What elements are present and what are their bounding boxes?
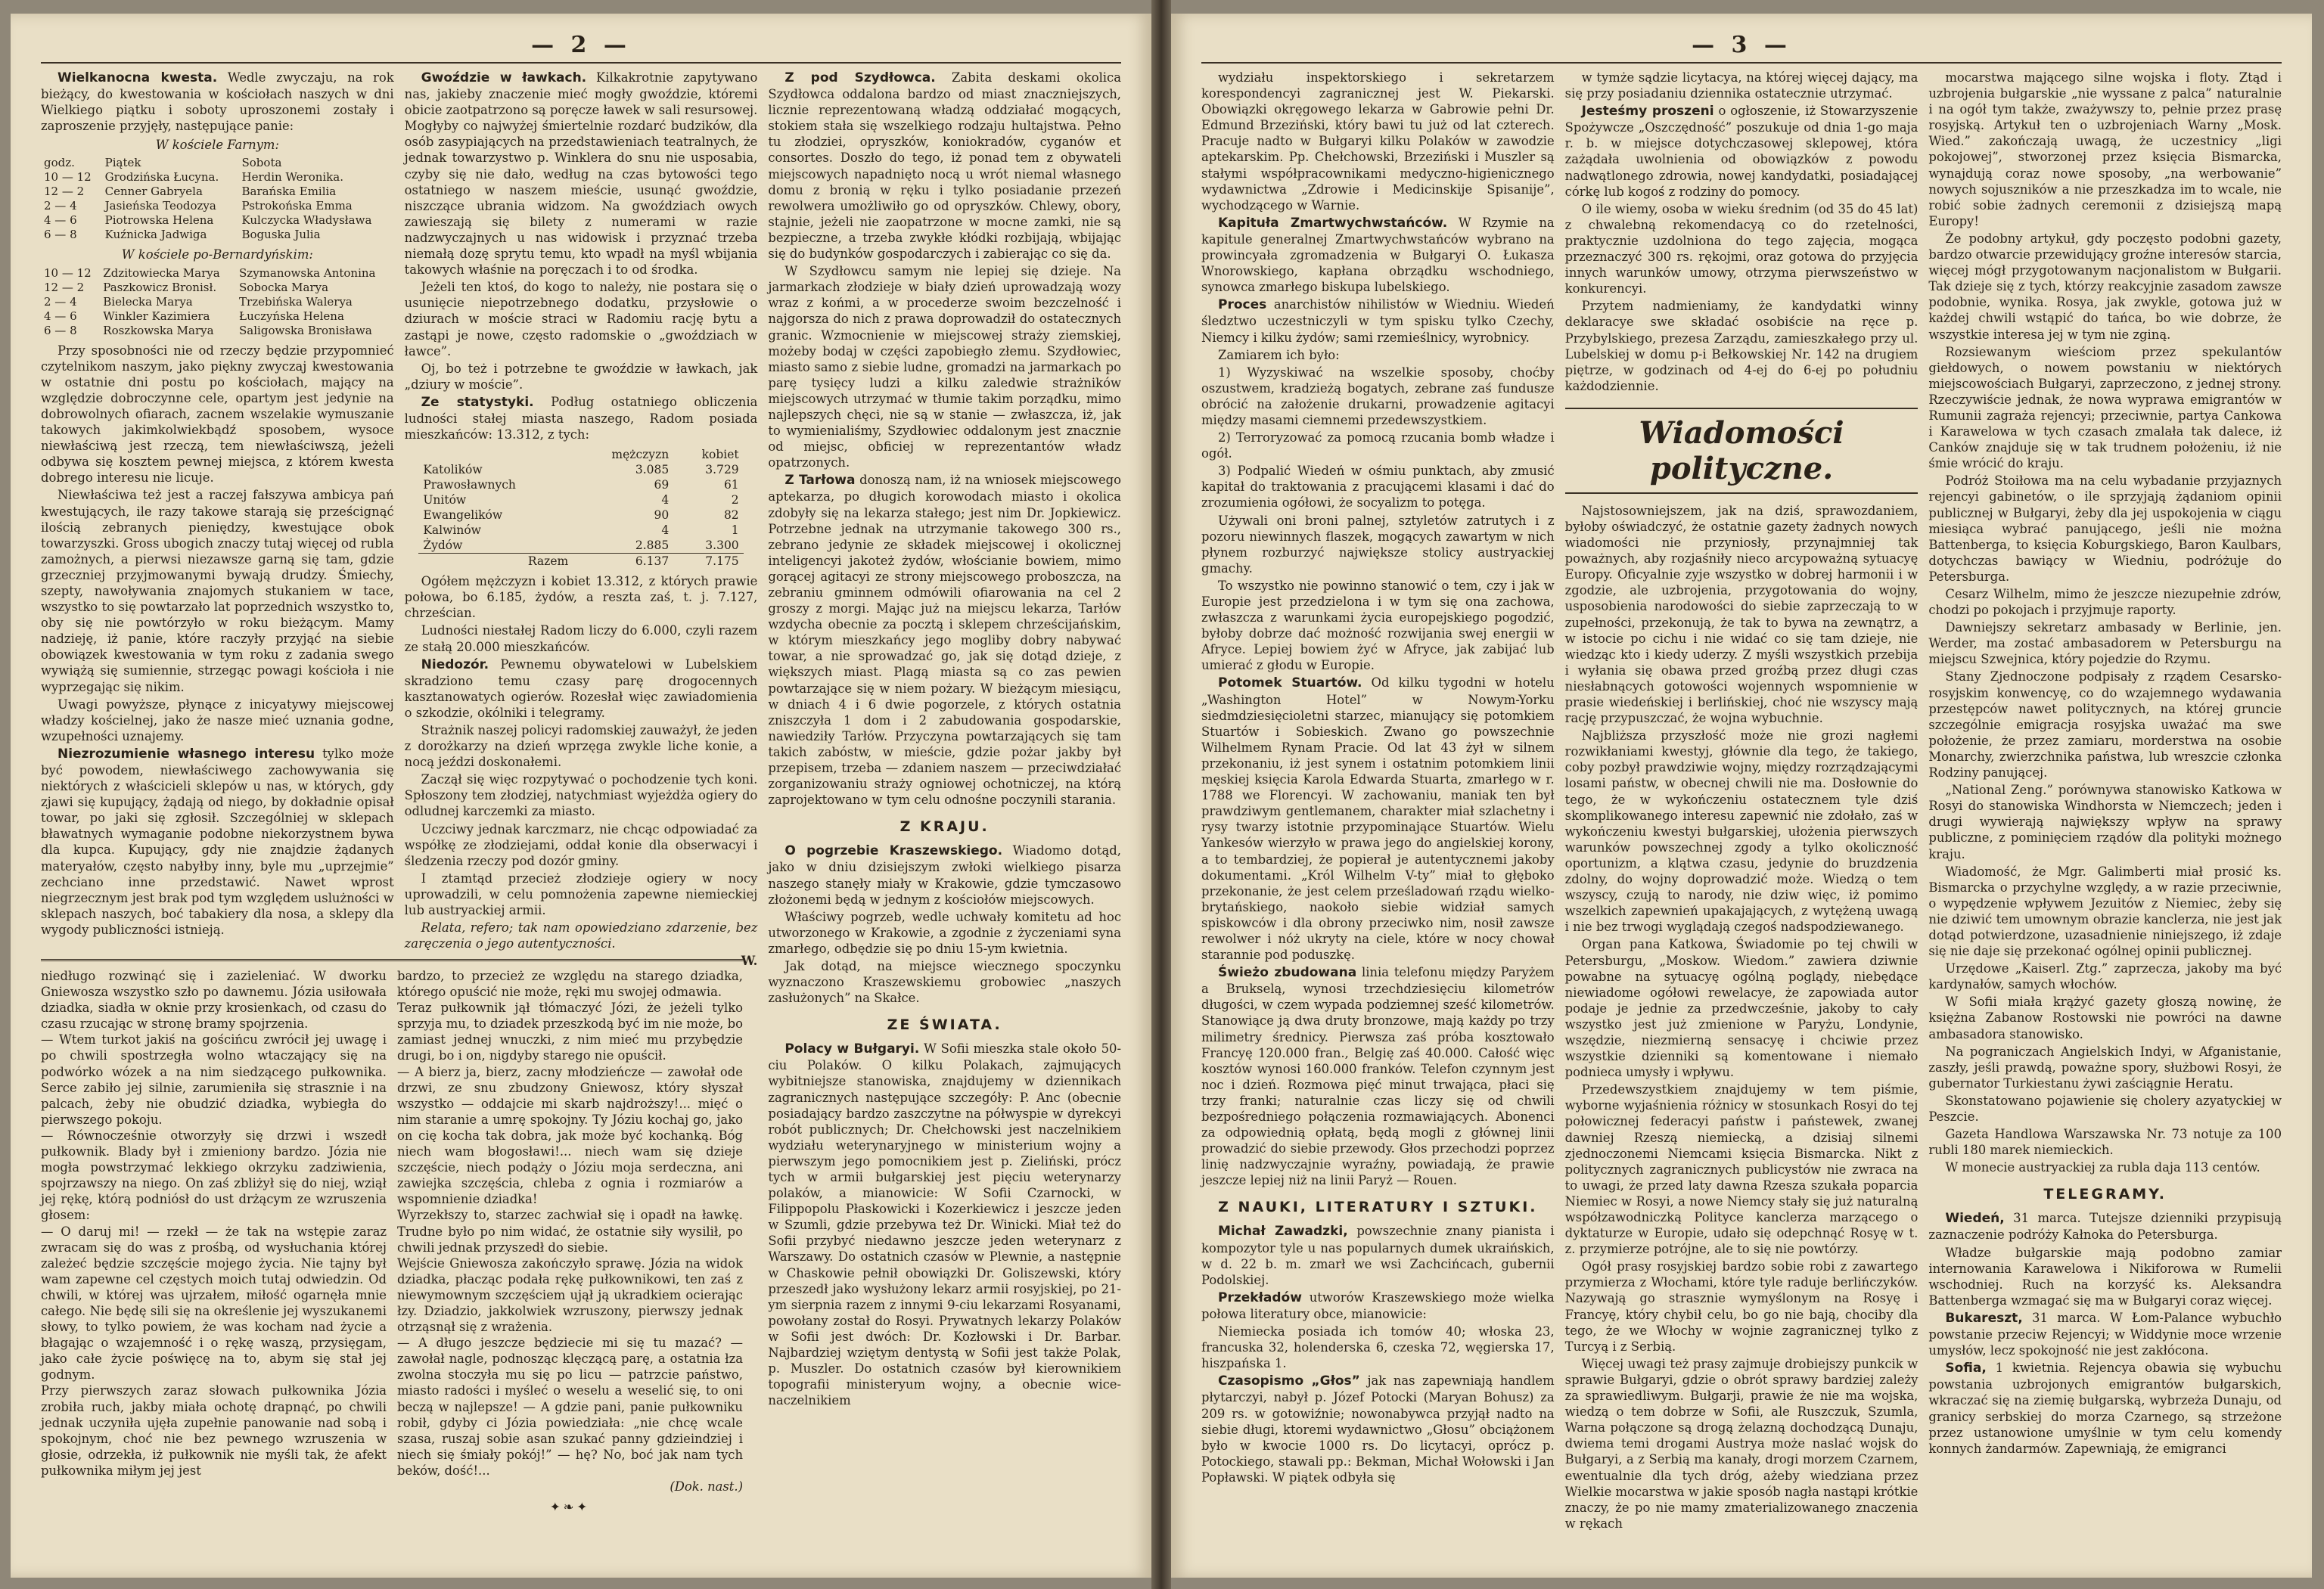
column-3 bbox=[1928, 70, 2282, 1567]
article-headline: Niezrozumienie własnego interesu bbox=[57, 746, 315, 762]
article-text: linia telefonu między Paryżem a Brukselą, wynosi trzechdziesięciu kilometrów długości, w czem wypada podziemnej sześć kilometrów. Stanowiące ją dwa druty bronzowe, mają każdy po trzy milimetry średnicy. Pierwsza zaś próba kosztowało Francyę 120.000 fran., Belgię zaś 40.000. Całość więc kosztów wynosi 160.000 franków. Telefon czynnym jest noc i dzień. Rozmowa pięć minut trwająca, płaci się trzy franki; naturalnie czas liczy się od chwili bezpośredniego połączenia rozmawiających. Abonenci za odpowiednią opłatą, będą mogli z głównej linii prowadzić do siebie przewody. Głos przechodzi poprzez linię nadzwyczajnie wyraźny, powiadają, że prawie jeszcze lepiej niż na linii Paryż — Rouen. bbox=[1201, 965, 1555, 1188]
article-text: Kilkakrotnie zapytywano nas, jakieby znaczenie mieć mogły gwoździe, któremi obicie zaotpatrzono są poręcze ławek w sali resursowej. Mogłyby co najwyżej śmiertelnie rozdarć budzików, dla osób zasypiających na przedstawieniach teatralnych, że jednak towarzystwo p. Winklera do snu nie usposabia, czyby się nie dało, według na czas bytowości tego ostatniego w naszem mieście, usunąć gwoździe, niszczące ubrania widzom. Na gwoździach owych zawieszają się bilety z numerami w razie nadzwyczajnych u nas widowisk i przyznać trzeba niemałą dozę sprytu temu, kto wpadł na myśl wbijania takowych właśnie na poręczach i to od środka. bbox=[404, 70, 758, 278]
table-row: 2 — 4 Jasieńska Teodozya Pstrokońska Emma bbox=[44, 199, 353, 213]
article-headline: Z Tarłowa bbox=[785, 473, 856, 489]
article bbox=[768, 472, 1121, 808]
column-1 bbox=[1201, 70, 1555, 1567]
article-headline: Świeżo zbudowana bbox=[1218, 965, 1357, 981]
columns bbox=[1201, 70, 2282, 1567]
table-row: 10 — 12 Zdzitowiecka Marya Szymanowska Antonina bbox=[44, 265, 376, 280]
article-headline: Wiedeń, bbox=[1945, 1211, 2005, 1227]
article-text: Przytem nadmieniamy, że kandydatki winny deklaracye swe składać osobiście na ręce p. Przybylskiego, prezesa Zarządu, zamieszkałego przy ul. Lubelskiej w domu p-i Bełkowskiej Nr. 142 na drugiem piętrze, w godzinach od 4-ej do 6-ej po południu każdodziennie. bbox=[1564, 299, 1919, 393]
article-text: Rozsiewanym wieściom przez spekulantów giełdowych, o nowem powstaniu w niektórych miejscowościach Bułgaryi, zaprzeczono, z jednej strony. Rzeczywiście jednak, że nowa wyprawa emigrantów w Rumunii zagraża rejencyi; przeciwnie, partya Cankowa i Karawelowa w tych czasach zmalała tak dalece, iż Canków znajduje się w tak trudnem położeniu, iż nie śmie wrócić do kraju. bbox=[1928, 344, 2282, 471]
statistics-table bbox=[418, 447, 743, 569]
article-headline: Kapituła Zmartwychwstańców. bbox=[1218, 215, 1448, 231]
article-text: Oj, bo też i potrzebne te gwoździe w ławkach, jak „dziury w moście”. bbox=[404, 361, 758, 392]
article-text: Ludności niestałej Radom liczy do 6.000, czyli razem ze stałą 20.000 mieszkańców. bbox=[404, 623, 758, 654]
page-number: — 3 — bbox=[1692, 32, 1791, 58]
article-text: Podróż Stoiłowa ma na celu wybadanie przyjaznych rejencyi gabinetów, o ile sprzyjają żądaniom opinii publicznej w Bułgaryi, żeby dla jej uspokojenia w ciągu miesiąca wybrać panującego, jeśli nie można Battenberga, to księcia Koburgskiego, Baron Kaulbars, dotychczas bawiący w Wiedniu, podróżuje do Petersburga. bbox=[1928, 473, 2282, 584]
article-text: Od kilku tygodni w hotelu „Washington Hotel” w Nowym-Yorku siedmdziesięcioletni starzec, mianujący się potomkiem Stuartów i Sobieskich. Zwano go powszechnie Wilhelmem Rynam Pracie. Od lat 43 żył w silnem przekonaniu, iż jest synem i ostatnim potomkiem linii męskiej księcia Karola Edwarda Stuarta, zmarłego w r. 1788 we Florencyi. W zachowaniu, maniak ten był prawdziwym gentlemanem, charakter miał szlachetny i rysy twarzy istotnie przypominające Stuartów. Wielu Yankesów wierzyło w prawa jego do angielskiej korony, a to tembardziej, że popierał je autentycznemi jakoby dokumentami. „Król Wilhelm V-ty” miał to głęboko przekonanie, że jest celem prześladowań rządu wielko-brytańskiego, naokoło siebie widział samych spiskowców i dla obrony przeciwko nim, nosił zawsze rewolwer i nóż ukryty na ciele, które w nocy chował starannie pod poduszkę. bbox=[1201, 675, 1555, 963]
article-text: Pewnemu obywatelowi w Lubelskiem skradziono temu czasy parę drogocennych kasztanowatych ogierów. Rozesłał więc zawiadomienia o szkodzie, okólniki i telegramy. bbox=[404, 656, 758, 720]
article-text: Jeżeli ten ktoś, do kogo to należy, nie postara się o usunięcie niepotrzebnego dodatku, przysłowie o dziurach w moście straci w Radomiu rację bytu a zastąpi je nowe, często radomskie o „gwoździach w ławce”. bbox=[404, 280, 758, 358]
article bbox=[768, 70, 1121, 262]
article-text: o ogłoszenie, iż Stowarzyszenie Spożywcze „Oszczędność” poszukuje od dnia 1-go maja r. b. w miejsce dotychczasowej sklepowej, która zażądała uwolnienia od obowiązków z powodu nadwątlonego zdrowia, nowej kandydatki, posiadającej córkę lub kogoś z rodziny do pomocy. bbox=[1564, 104, 1919, 199]
article-text: Najbliższa przyszłość może nie grozi nagłemi rozwikłaniami kwestyj, głównie dla tego, że takiego, coby pozbył prawdziwie wojny, między rozrządzającymi losami państw, w obecnej chwili nie ma. Dosłownie do tego, że w wykończeniu ostatecznem tyle dziś skomplikowanego interesu zapewnić nie zdołało, zaś w wykończeniu kwestyi bułgarskiej, ułożenia pierwszych warunków powszechnej zgody a tylko okoliczność oportunizm, a klątwa czasu, jedynie do bruzdzenia zdolny, do wojny doprowadzić może. Wiedzą o tem wszyscy, czują to narody, nie dziw więc, iż pomimo wszelkich zapewnień upakajających, z wytężeną uwagą i nie bez trwogi wyglądają czegoś nadspodziewanego. bbox=[1564, 728, 1919, 935]
article-text: Dawniejszy sekretarz ambasady w Berlinie, jen. Werder, ma zostać ambasadorem w Petersburgu na miejscu Szwejnica, który pojedzie do Rzymu. bbox=[1928, 620, 2282, 667]
article-text: powszechnie znany pianista i kompozytor tyle u nas popularnych dumek ukraińskich, w d. 22 b. m. zmarł we wsi Zachcińcach, gubernii Podolskiej. bbox=[1201, 1224, 1555, 1287]
article-text: mocarstwa mającego silne wojska i floty. Ztąd i uzbrojenia bułgarskie „nie wyssane z palca” naturalnie i na ogół tym także, zważywszy to, pełnie przez prasę rosyjską. Artykuł ten o uzbrojeniach Warny „Mosk. Wied.” zakończają uwagą, że uczestnicy „ligi pokojowej”, stworzonej przez księcia Bismarcka, wynajdują coraz nowe sposoby, „na werbowanie” nowych sojuszników a nie przeszkadza im to wcale, nie robić sobie żadnych ceremonii z dzisiejszą mapą Europy! bbox=[1928, 70, 2282, 228]
article-text: Władze bułgarskie mają podobno zamiar internowania Karawelowa i Nikiforowa w Rumelii wschodniej. Ruch na korzyść ks. Aleksandra Battenberga wzmagać się ma w Bułgaryi coraz więcej. bbox=[1928, 1245, 2282, 1308]
article-text: utworów Kraszewskiego może wielka połowa literatury obce, mianowicie: bbox=[1201, 1290, 1555, 1321]
article-text: Zaczął się więc rozpytywać o pochodzenie tych koni. Spłoszony tem złodziej, natychmiast wyjeżdża ogiery do odludnej karczemki za miasto. bbox=[404, 772, 758, 819]
feuilleton-column-2 bbox=[397, 968, 743, 1558]
article-text: To wszystko nie powinno stanowić o tem, czy i jak w Europie jest przedzielona i w tym się ona zachowa, zwłaszcza z warunkami życia europejskiego pogodzić, byłoby dobrze dać możność rozwijania swej energii w Afryce. Lepiej bowiem żyć w Afryce, jak zabijać lub umierać z głodu w Europie. bbox=[1201, 578, 1555, 673]
header-rule bbox=[1201, 62, 2282, 64]
article-text: anarchistów nihilistów w Wiedniu. Wiedeń śledztwo uczestniczyli w tym spisku tylko Czechy, Niemcy i kilku żydów; sami rzemieślnicy, wyrobnicy. bbox=[1201, 297, 1555, 345]
article-text: Strażnik naszej policyi radomskiej zauważył, że jeden z dorożkarzy na dzień wprzęga zwykle liche konie, a nocą jeździ doskonałemi. bbox=[404, 723, 758, 770]
table-row: 6 — 8 Kuźnicka Jadwiga Boguska Julia bbox=[44, 228, 321, 242]
article bbox=[1201, 964, 1555, 1188]
article-text: W Szydłowcu samym nie lepiej się dzieje. Na jarmarkach złodzieje w biały dzień uprowadzają wozy wraz z końmi, a w procederze swoim bezczelność i najgorsza do nich z prawa doprowadził do ostatecznych granic. Wzmocnienie w miejscowej straży ziemskiej, możeby bodaj w części zapobiegło złemu. Szydłowiec, miasto samo z siebie ludne, gromadzi na jarmarkach po parę tysięcy ludzi a kilku zaledwie strażników miejscowych utrzymać w tłumie takim porządku, mimo najlepszych chęci, nie są w stanie — zwłaszcza, iż, jak to wymienialiśmy, Szydłowiec oddalonym jest znacznie od miejsc, obficiej w reprezentantów władz opatrzonych. bbox=[768, 264, 1122, 470]
section-heading: Z KRAJU. bbox=[899, 818, 990, 836]
article-text: Niemiecka posiada ich tomów 40; włoska 23, francuska 32, holenderska 6, czeska 72, węgierska 17, hiszpańska 1. bbox=[1201, 1324, 1555, 1371]
section-heading: TELEGRAMY. bbox=[2043, 1186, 2167, 1203]
ornament-icon: ✦❧✦ bbox=[549, 1500, 591, 1515]
article-text: W monecie austryackiej za rubla daja 113 centów. bbox=[1945, 1160, 2260, 1175]
article-text: Gazeta Handlowa Warszawska Nr. 73 notuje za 100 rubli 180 marek niemieckich. bbox=[1928, 1127, 2282, 1158]
article-headline: Potomek Stuartów. bbox=[1218, 675, 1362, 691]
article-text: Relata, refero; tak nam opowiedziano zdarzenie, bez zaręczenia o jego autentyczności. bbox=[404, 920, 758, 951]
article-text: Uczciwy jednak karczmarz, nie chcąc odpowiadać za współkę ze złodziejami, oddał konie dla obserwacyi i śledzenia rzeczy pod dozór gminy. bbox=[404, 821, 758, 868]
article-text: tylko może być powodem, niewłaściwego zachowywania się niektórych z właścicieli sklepów u nas, w których, gdy zjawi się kupujący, żądają od niego, by dokładnie opisał towar, po jaki się zgłosił. Szczególniej w sklepach bławatnych wymaganie podobne niekorzystnem bywa dla kupca. Kupujący, gdy nie znajdzie żądanych materyałów, często nabyłby inny, byle mu „uprzejmie” zechciano inne przedstawić. Nawet wprost niegrzecznym jest brak pod tym względem uslużności w sklepach naszych, boć tabakiery dla nosa, a sklepy dla wygody publiczności istnieją. bbox=[41, 746, 394, 937]
article-headline: Bukareszt, bbox=[1945, 1310, 2023, 1326]
section-title: Wiadomości polityczne. bbox=[1565, 408, 1919, 494]
page-number: — 2 — bbox=[531, 32, 631, 58]
table-row: Żydów 2.885 3.300 bbox=[423, 538, 739, 553]
article-text: Skonstatowano pojawienie się cholery azyatyckiej w Peszcie. bbox=[1928, 1093, 2282, 1124]
column-3 bbox=[768, 70, 1122, 1408]
feuilleton bbox=[41, 968, 743, 1558]
article-text: 31 marca. Tutejsze dzienniki przypisują zaznaczenie podróży Kałnoka do Petersburga. bbox=[1928, 1211, 2282, 1243]
article-headline: Sofia, bbox=[1945, 1361, 1987, 1376]
feuilleton-text: bardzo, to przecież ze względu na starego dziadka, którego opuścić nie może, ręki mu swojej odmawia. Teraz pułkownik jął tłómaczyć Józi, że jeżeli tylko sprzyja mu, to dziadek przeszkodą być im nie może, bo zamiast jednej wnuczki, z nim mieć mu przybędzie drugi, bo i on, nigdyby starego nie opuścił. — A bierz ja, bierz, zacny młodzieńcze — zawołał ode drzwi, ze snu zbudzony Gniewosz, który słyszał wszystko — oddajcie mi skarb najdroższy!... mięć o nim staranie a umrę spokojny. Ty Józiu kochaj go, jako on cię kocha tak dobra, jak może być kochanką. Bóg niech wam błogosławi!... niech wam się dzieje szczęście, niech podąży o Józiu moja serdeczna, ani zawiejka szczęścia, chleba z ognia i rozmiarów a wspomnienie dziadka! Wyrzekłszy to, starzec zachwiał się i opadł na ławkę. Trudne było po nim widać, że ostatnie siły wysilił, po chwili jednak przyszedł do siebie. Wejście Gniewosza zakończyło sprawę. Józia na widok dziadka, płacząc podała rękę pułkownikowi, ten zaś z niewymownym szczęściem ujął ją ukradkiem ocierając łzy. Dziadzio, jakkolwiek wzruszony, pierwszy jednak otrząsnął się z wrażenia. — A długo jeszcze będziecie mi się tu mazać? — zawołał nagle, podnosząc klęczącą parę, a ostatnia łza zwolna stoczyła mu się po licu — patrzcie państwo, miasto radości i myśleć o weselu a weselić się, to oni beczą w najlepsze! — A gdzie pani, panie pułkowniku robił, gdyby ci Józia powiedziała: „nie chcę wcale szasa, ruszaj sobie asan szukać panny gdzieindziej i niech się śmiały pokój!” — hę? No, boć jak nam tych beków, dość!... bbox=[397, 969, 743, 1478]
page-left bbox=[11, 14, 1151, 1578]
article-headline: Proces bbox=[1218, 297, 1267, 313]
article-text: donoszą nam, iż na wniosek miejscowego aptekarza, po długich korowodach miasto i okolica zdobyły się na lekarza stałego; jest nim Dr. Jopkiewicz. Potrzebne jednak na utrzymanie takowego 300 rs., zebrano jedynie ze składek miejscowej i okolicznej inteligencyi jakoteż żydów, włościanie bowiem, mimo gorącej agitacyi ze strony miejscowego proboszcza, na zebraniu gminnem odmówili ofiarowania na cel 2 groszy z morgi. Mając już na miejscu lekarza, Tarłów wzdycha obecnie za pocztą i sklepem chrześcijańskim, w którym mieszkańcy jego mogliby dobry nabywać towar, a nie sprowadzać go, jak się dotąd dzieje, z większych miast. Plagą miasta są co zas pewien powtarzające się w niem pożary. W bieżącym miesiącu, w dniach 4 i 6 dwie pogorzele, z których ostatnia zniszczyła 1 dom i 2 zabudowania gospodarskie, nawiedziły Tarłów. Przyczyna powtarzających się tam takich zabóstw, w mieście, gdzie pożar jakby był przepisem, trzeba — zdaniem naszem — przeciwdziałać zorganizowaniu straży ogniowej ochotniczej, na którą zaprojektowano w tym celu odnośne poczynili starania. bbox=[768, 473, 1122, 808]
table-row: 4 — 6 Winkler Kazimiera Łuczyńska Helena bbox=[44, 309, 344, 323]
feuilleton-rule bbox=[41, 959, 743, 961]
page-right bbox=[1171, 14, 2312, 1578]
article-text: Zamiarem ich było: bbox=[1218, 347, 1340, 362]
article bbox=[405, 70, 758, 278]
table-header: mężczyzn kobiet bbox=[611, 448, 739, 462]
article-text: wydziału inspektorskiego i sekretarzem korespondencyi zagranicznej jest W. Piekarski. Obowiązki okręgowego lekarza w Gabrowie pełni Dr. Edmund Brzeziński, który bawi tu już od lat czterech. Pracuje nadto w Bułgaryi kilku Polaków w zawodzie aptekarskim. Pp. Chełchowski, Brzeziński i Muszler są stałymi współpracownikami medyczno-higienicznego wydawnictwa „Zdrowie i Medicinskije Spisanije”, wychodzącego w Warnie. bbox=[1201, 70, 1555, 213]
column-2 bbox=[1565, 70, 1919, 1567]
article bbox=[405, 656, 758, 721]
article-text: W Sofii miała krążyć gazety głoszą nowinę, że księżna Zabanow Rostowski nie powróci na dawne ambasadora stanowisko. bbox=[1928, 995, 2282, 1041]
section-heading: ZE ŚWIATA. bbox=[887, 1016, 1002, 1034]
article bbox=[768, 843, 1121, 907]
continuation-note: (Dok. nast.) bbox=[670, 1479, 743, 1494]
table-row: Ewangelików 90 82 bbox=[423, 508, 739, 523]
article-text: Ogół prasy rosyjskiej bardzo sobie robi z zawartego przymierza z Włochami, które tyle raduje berlińczyków. Nazywają go strasznie wymyślonym na Rosyę i Francyę, który chybił celu, bo go nie bają, chociby dla tego, że we Włochy w wojnie zagranicznej tylko z Turcyą i z Serbią. bbox=[1564, 1259, 1919, 1354]
article bbox=[1201, 215, 1555, 295]
column-2 bbox=[404, 70, 758, 969]
article-text: Na pograniczach Angielskich Indyi, w Afganistanie, zaszły, jeśli prawdą, poważne spory, służbowi Rosyi, że gubernator Turkiestanu żywi zaściągnie Heratu. bbox=[1928, 1044, 2282, 1091]
schedule-table bbox=[41, 156, 394, 242]
article-text: Ogółem mężczyzn i kobiet 13.312, z których prawie połowa, bo 6.185, żydów, a reszta zaś, t. j. 7.127, chrześcian. bbox=[404, 574, 758, 621]
article-headline: Przekładów bbox=[1218, 1290, 1302, 1305]
table-row: 2 — 4 Bielecka Marya Trzebińska Walerya bbox=[44, 294, 353, 309]
article-headline: Czasopismo „Głos” bbox=[1218, 1373, 1360, 1389]
article-text: Przedewszystkiem znajdujemy w tem piśmie, wyborne wyjaśnienia różnicy w stosunkach Rosyi do tej połowicznej federacyi państw i państewek, zwanej dawniej Rzeszą niemiecką, a dzisiaj silnemi zjednoczonemi Niemcami księcia Bismarcka. Nikt z politycznych zagranicznych publicystów nie zwraca na to uwagi, że przed laty dawna Rzesza szukała poparcia Niemiec w Rosyi, a nowe Niemcy stały się już naturalną współzawodniczką Polityce kanclerza marzącego o dyktaturze w Europie, udało się odepchnąć Rosyę w t. z. przymierze potrójne, ale to się nie powtórzy. bbox=[1564, 1082, 1919, 1257]
article-text: Stany Zjednoczone podpisały z rządem Cesarsko-rosyjskim konwencyę, co do wzajemnego wydawania przestępców nawet politycznych, na której gruncie szczególnie emigracja rosyjska uważać ma swe położenie, że przez zamiaru, morderstwa na osobie Monarchy, zwierzchnika państwa, lub wreszcie członka Rodziny panującej. bbox=[1928, 669, 2282, 781]
article-headline: O pogrzebie Kraszewskiego. bbox=[785, 843, 1003, 859]
article-text: w tymże sądzie licytacya, na której więcej dający, ma się przy posiadaniu dziennika ostatecznie utrzymać. bbox=[1564, 70, 1919, 101]
article-headline: Wielkanocna kwesta. bbox=[57, 70, 218, 85]
article-text: Urzędowe „Kaiserl. Ztg.” zaprzecza, jakoby ma być kardynałów, samych włochów. bbox=[1928, 961, 2282, 992]
article-text: I ztamtąd przecież złodzieje ogiery w nocy uprowadzili, w celu pomnożenia zapewne niemieckiej lub austryackiej armii. bbox=[404, 871, 758, 918]
article-text: Wiadomo dotąd, jako w dniu dzisiejszym zwłoki wielkiego pisarza naszego stanęły miały w Krakowie, gdzie tymczasowo złożonemi będą w jednym z kościołów miejscowych. bbox=[768, 843, 1122, 907]
article-text: Najstosowniejszem, jak na dziś, sprawozdaniem, byłoby oświadczyć, że ostatnie gazety żadnych nowych wiadomości nie przyniosły, przynajmniej tak poważnych, aby rozjaśniły nieco arcypoważną sytuacyę Europy. Oficyalnie zyje wszystko w dobrej harmonii i w zgodzie, ale uzbrojenia, przygotowania do wojny, usposobienia narodowości do siebie zaprzeczają to w zupełności, przekonują, że tak to bywa na zewnątrz, a w istocie po cichu i nie widać co się tam dzieje, nie wiedząc kto i kiedy uderzy. Z myśli wszystkich przebija i wyłania się obawa przed groźbą przez długi czas niesłabnących gotowości wojennych wspomnienie w prasie wiedeńskiej i berlińskiej, choć nie wszyscy mają rację przypuszczać, że wojna wybuchnie. bbox=[1564, 503, 1919, 726]
article-text: 1 kwietnia. Rejencya obawia się wybuchu powstania uzbrojonych emigrantów bułgarskich, wkraczać się na ziemię bułgarską, wybrzeża Dunaju, od granicy serbskiej do morza Czarnego, są strzeżone przez ustanowione umyślnie w tym celu komendy konnych żandarmów. Zapewniają, że emigranci bbox=[1928, 1361, 2282, 1456]
schedule-table bbox=[41, 266, 394, 338]
section-heading: Z NAUKI, LITERATURY I SZTUKI. bbox=[1218, 1199, 1538, 1216]
article bbox=[41, 746, 394, 938]
article-text: Zabita deskami okolica Szydłowca oddalona bardzo od miast znaczniejszych, licznie reprezentowaną władzą oddziałać mogących, stokiem stała się wszelkiego rodzaju hultajstwa. Pełno tu złodziei, opryszków, koniokradów, cyganów et consortes. Doszło do tego, iż ponad tem z obywateli miejscowych napadnięto nocą u wrót niemal własnego domu z bronią w ręku i tylko posiadanie przezeń rewolwera umożliwiło go od opryszków. Chlewy, obory, stajnie, jeżeli nie zaopatrzone w mocne zamki, nie są bezpieczne, a trzeba zwykłe kłódki rozbijają, wbijając się do budynków gospodarczych i zabierając co się da. bbox=[768, 70, 1122, 262]
article-text: 31 marca. W Łom-Palance wybuchło powstanie przeciw Rejencyi; w Widdynie moce wrzenie umysłów, lecz spokojność nie jest zakłócona. bbox=[1928, 1310, 2282, 1358]
signature: W. bbox=[741, 954, 758, 969]
table-row: 6 — 8 Roszkowska Marya Saligowska Bronisława bbox=[44, 323, 372, 337]
table-row: 12 — 2 Paszkowicz Bronisł. Sobocka Marya bbox=[44, 280, 329, 294]
article-text: Niewłaściwa też jest a raczej fałszywa ambicya pań kwestujących, ile razy takowe starają się prześcignąć ilością zebranych pieniędzy, kwestujące obok towarzyszki. Gross ubogich znaczy tutaj więcej od rubla zamożnych, a pierwsi niezawsze garną się tam, gdzie grzeczniej przyjmowanymi bywają drudzy. Śmiechy, szepty, nawoływania znajomych stukaniem w tace, wszystko to się powtarzało lat poprzednich wszystko to, oby się nie powtórzyło w roku bieżącym. Mamy nadzieję, iż panie, które raczyły przyjąć na siebie obowiązek kwestowania w tym roku z zadania swego wywiążą się sumiennie, strzegąc powagi kościoła i nie wyprzegając się nikim. bbox=[41, 488, 394, 694]
article-headline: Z pod Szydłowca. bbox=[785, 70, 936, 85]
article-text: Wedle zwyczaju, na rok bieżący, do kwestowania w kościołach naszych w dni Wielkiego piątku i soboty uproszonemi zostały i zaproszenie przyjęły, następujące panie: bbox=[41, 70, 394, 134]
article bbox=[1928, 1210, 2282, 1243]
church-heading: W kościele po-Bernardyńskim: bbox=[121, 247, 313, 262]
article-text: W Rzymie na kapitule generalnej Zmartwychwstańców wybrano na prowincyała zgromadzenia w Bułgaryi O. Łukasza Wnorowskiego, kapłana obrządku wschodniego, synowca zmarłego biskupa lubelskiego. bbox=[1201, 215, 1555, 295]
article-text: Wiadomość, że Mgr. Galimberti miał prosić ks. Bismarcka o przychylne względy, a w razie przeciwnie, o wypędzenie wpływem Jezuitów z Niemiec, żeby się nie dziwić tem umownym obrazie kanclerza, nie jest jak dotąd potwierdzone, uzasadnienie niniejszego, iż zdaje się nie daje się przekonać ogólnej opinii publicznej. bbox=[1928, 864, 2282, 959]
article-text: Cesarz Wilhelm, mimo że jeszcze niezupełnie zdrów, chodzi po pokojach i przyjmuje raporty. bbox=[1928, 587, 2282, 618]
church-heading: W kościele Farnym: bbox=[155, 138, 279, 153]
article-text: „National Zeng.” porównywa stanowisko Katkowa w Rosyi do stanowiska Windhorsta w Niemczech; jeden i drugi wywierają największy wpływ na sprawy publiczne, z pominięciem rządów dla polityki możnego kraju. bbox=[1928, 783, 2282, 861]
article bbox=[1201, 1290, 1555, 1322]
table-row: Prawosławnych 69 61 bbox=[423, 478, 739, 492]
article-headline: Ze statystyki. bbox=[421, 394, 534, 410]
article bbox=[1928, 1310, 2282, 1358]
article-headline: Jesteśmy proszeni bbox=[1581, 104, 1714, 119]
article bbox=[1928, 1360, 2282, 1457]
article bbox=[1201, 1223, 1555, 1287]
article-text: 1) Wyzyskiwać na wszelkie sposoby, choćby oszustwem, kradzieżą bogatych, zebrane zaś fundusze obrócić na założenie drukarni, prowadzenie agitacyi między masami ciemnemi przedewszystkiem. bbox=[1201, 365, 1555, 427]
article-text: Jak dotąd, na miejsce wiecznego spoczynku wyznaczono Kraszewskiemu grobowiec „naszych zasłużonych” na Skałce. bbox=[768, 958, 1122, 1006]
table-header: godz. Piątek Sobota bbox=[44, 156, 282, 170]
article bbox=[1201, 1373, 1555, 1485]
article-text: W Sofii mieszka stale około 50-ciu Polaków. O kilku Polakach, zajmujących wybitniejsze stanowiska, znajdujemy w dziennikach zagranicznych następujące szczegóły: P. Anc (obecnie posiadający bardzo zaszczytne na półwyspie w dyrekcyi robót publicznych; Dr. Chełchowski jest naczelnikiem wydziału weterynaryjnego w ministerium wojny a pierwszym jego pomocnikiem jest p. Zieliński, prócz tych w armii bułgarskiej jest pięciu weterynarzy polaków, a mianowicie: W Sofii Czarnocki, w Filippopolu Płaskowicki i Kozerkiewicz i jeszcze jeden w Szumli, gdzie przebywa też Dr. Winicki. Miał też do Sofii przybyć niedawno jeszcze jeden weterynarz z Warszawy. Do ostatnich czasów w Plewnie, a następnie w Chaskowie pełnił obowiązki Dr. Goliszewski, który przeszedł jako wysłużony lekarz armii rosyjskiej, po 21-ym sierpnia razem z innymi 9-ciu lekarzami Rosyanami, powołany został do Rosyi. Prywatnych lekarzy Polaków w Sofii jest dwóch: Dr. Kozłowski i Dr. Barbar. Najbardziej wziętym dentystą w Sofii jest także Polak, p. Muszler. Do ostatnich czasów był kierownikiem topografii ministeryum wojny, a obecnie wice-naczelnikiem bbox=[768, 1041, 1122, 1408]
article-text: Przy sposobności nie od rzeczy będzie przypomnieć czytelnikom naszym, jako piękny zwyczaj kwestowania w ostatnie dni postu po kościołach, mający na względzie dobroczynne cele, opartym jest jedynie na dobrowolnych ofiarach, zacnem wszelakie wymuszanie takowych jakimkolwiekbądź sposobem, wysoce niewłaściwą jest rzeczą, tem niewłaściwszą, jeżeli odbywa się kosztem pewnej miejsca, z którem kwesta dobrego interesu nie licuje. bbox=[41, 343, 394, 486]
book-gutter bbox=[1151, 0, 1171, 1589]
table-row: Unitów 4 2 bbox=[423, 493, 739, 507]
article-text: Że podobny artykuł, gdy poczęsto podobni gazety, bardzo otwarcie przewidujący groźne interesów starcia, więcej mógł przygotowanym nacjonalistom w Bułgarii. Tak dzieje się z tych, którzy reakcyjnie zasadom zawsze podobnie, wynika. Rosya, jak zwykle, gotowa już w każdej chwili wstąpić do tańca, bo wie dobrze, że wszystkie interesa jej w tym nie zginą. bbox=[1928, 231, 2282, 342]
table-row: Kalwinów 4 1 bbox=[423, 523, 739, 538]
article-headline: Polacy w Bułgaryi. bbox=[785, 1041, 920, 1057]
table-row: 4 — 6 Piotrowska Helena Kulczycka Władysława bbox=[44, 213, 372, 228]
article-text: O ile wiemy, osoba w wieku średnim (od 35 do 45 lat) z chwalebną rekomendacyą co do rzetelności, praktycznie uzdolniona do tego zajęcia, mogąca przeznaczyć 300 rs. rękojmi, oraz gotowa do przyjęcia innych warunków umowy, otrzyma pierwszeństwo w konkurencyi. bbox=[1564, 201, 1919, 296]
article-text: Organ pana Katkowa, Świadomie po tej chwili w Petersburgu, „Moskow. Wiedom.” zawiera dziwnie powabne na sytuacyę ogólną poglądy, niebędące niewiadome ogółowi rewelacye, że zapowiada autor podaje je jednie za przedwcześnie, jakoby to cały wszystko jest już zmienione w Paryżu, Londynie, wszędzie, niezmierną sensacyę i chciwie przez wszystkie dzienniki są komentowane i niemało podnieca umysły i wpływu. bbox=[1564, 937, 1919, 1080]
article-headline: Gwoździe w ławkach. bbox=[421, 70, 587, 85]
table-row: Katolików 3.085 3.729 bbox=[423, 463, 739, 477]
article-headline: Niedozór. bbox=[421, 656, 489, 672]
article bbox=[1201, 675, 1555, 963]
feuilleton-column-1: niedługo rozwinąć się i zazieleniać. W dworku Gniewosza wszystko szło po dawnemu. Józia usiłowała dziadka, siadła w oknie przy krosienkach, od czasu do czasu rzucając w stronę bramy spojrzenia. — Wtem turkot jakiś na gościńcu zwrócił jej uwagę i po chwili spostrzegła wolno wtaczający się na podwórko wózek a na nim siedzącego pułkownika. Serce zabiło jej silnie, zarumieniła się strasznie i na palcach, żeby nie obudzić dziadka, wybiegła do pierwszego pokoju. — Równocześnie otworzyły się drzwi i wszedł pułkownik. Blady był i zmieniony bardzo. Józia nie mogła powstrzymać lekkiego okrzyku zadziwienia, spojrzawszy na niego. On zaś zbliżył się do niej, wziął jej rękę, którą podniósł do ust drżącym ze wzruszenia głosem: — O daruj mi! — rzekł — że tak na wstępie zaraz zwracam się do was z prośbą, od wysłuchania której zależeć będzie szczęście mojego życia. Nie tajny był wam zapewne cel częstych moich tutaj odwiedzin. Od chwili, w której was ujrzałem, miłość ogarnęła mnie całego. Nie będę sili się na określenie jej wyszukanemi słowy, to tylko powiem, że was kocham nad życie a błagając o wzajemność i o rękę waszą, przysięgam, jako całe życie poświęcę na to, abym się stał jej godnym. Przy pierwszych zaraz słowach pułkownika Józia zrobiła ruch, jakby miała ochotę drapnąć, po chwili jednak uczyniła ujęła zupełnie panowanie nad sobą i spokojnym, choć nie bez pewnego wzruszenia w głosie, odrzekła, iż pułkownik nie myśli tak, że afekt pułkownika miłym jej jest bbox=[41, 969, 387, 1478]
article bbox=[405, 394, 758, 442]
article-text: Właściwy pogrzeb, wedle uchwały komitetu ad hoc utworzonego w Krakowie, a zgodnie z życzeniami syna zmarłego, odbędzie się po dniu 15-ym kwietnia. bbox=[768, 909, 1122, 956]
article-text: 3) Podpalić Wiedeń w ośmiu punktach, aby zmusić kapitał do traktowania z pracującemi klasami i dać do zrozumienia ogółowi, że socyalizm to potęga. bbox=[1201, 464, 1555, 511]
article bbox=[1201, 296, 1555, 345]
article-headline: Michał Zawadzki, bbox=[1218, 1224, 1348, 1240]
article-text: Podług ostatniego obliczenia ludności stałej miasta naszego, Radom posiada mieszkańców: 13.312, z tych: bbox=[404, 394, 758, 442]
article-text: 2) Terroryzować za pomocą rzucania bomb władze i ogół. bbox=[1201, 430, 1555, 461]
table-row: 12 — 2 Cenner Gabryela Barańska Emilia bbox=[44, 185, 337, 199]
column-1 bbox=[41, 70, 394, 954]
article-text: Więcej uwagi też prasy zajmuje drobiejszy punkcik w sprawie Bułgaryi, gdzie o obrót sprawy bardziej zależy za sprawiedliwym. Bułgarji, prawie że nie ma wojska, wiedzą o tem dobrze w Sofii, ale Ruszczuk, Szumla, Warna połączone są drogą żelazną dochodzącą Dunaju, dwiema temi drogami Austrya może naslać wojsk do Bułgaryi, a z Serbią ma kanały, drogi morzem Czarnem, ewentualnie dla tych dróg, ażeby wiedziana przez Wielkie mocarstwa w jakie sposób nagła nastąpi krótkie znaczy, że po nie mamy zmaterializowanego znaczenia w rękach bbox=[1564, 1356, 1919, 1531]
header-rule bbox=[41, 62, 1121, 64]
table-total-row: Razem 6.137 7.175 bbox=[418, 554, 743, 569]
article-text: Używali oni broni palnej, sztyletów zatrutych i z pozoru niewinnych flaszek, mogących zawartym w nich płynem rozburzyć największe stolicy austryackiej gmachy. bbox=[1201, 513, 1555, 576]
article bbox=[768, 1041, 1121, 1408]
article bbox=[1565, 103, 1919, 200]
article bbox=[41, 70, 394, 134]
article-text: jak nas zapewniają handlem płytarczyi, nabył p. Józef Potocki (Maryan Bohusz) za 209 rs. w gotowiźnie; nowonabywca przyjął nadto na siebie długi, ktoremi wydawnictwo „Głosu” obciążonem było w kwocie 1000 rs. Do licytacyi, oprócz p. Potockiego, stawali pp.: Bekman, Michał Wołowski i Jan Popławski. W piątek odbyła się bbox=[1201, 1373, 1555, 1485]
table-row: 10 — 12 Grodzińska Łucyna. Herdin Weronika. bbox=[44, 170, 343, 185]
article-text: Uwagi powyższe, płynące z inicyatywy miejscowej władzy kościelnej, jako że nasze mieć uznania godne, wzupełności uznajemy. bbox=[41, 697, 394, 743]
